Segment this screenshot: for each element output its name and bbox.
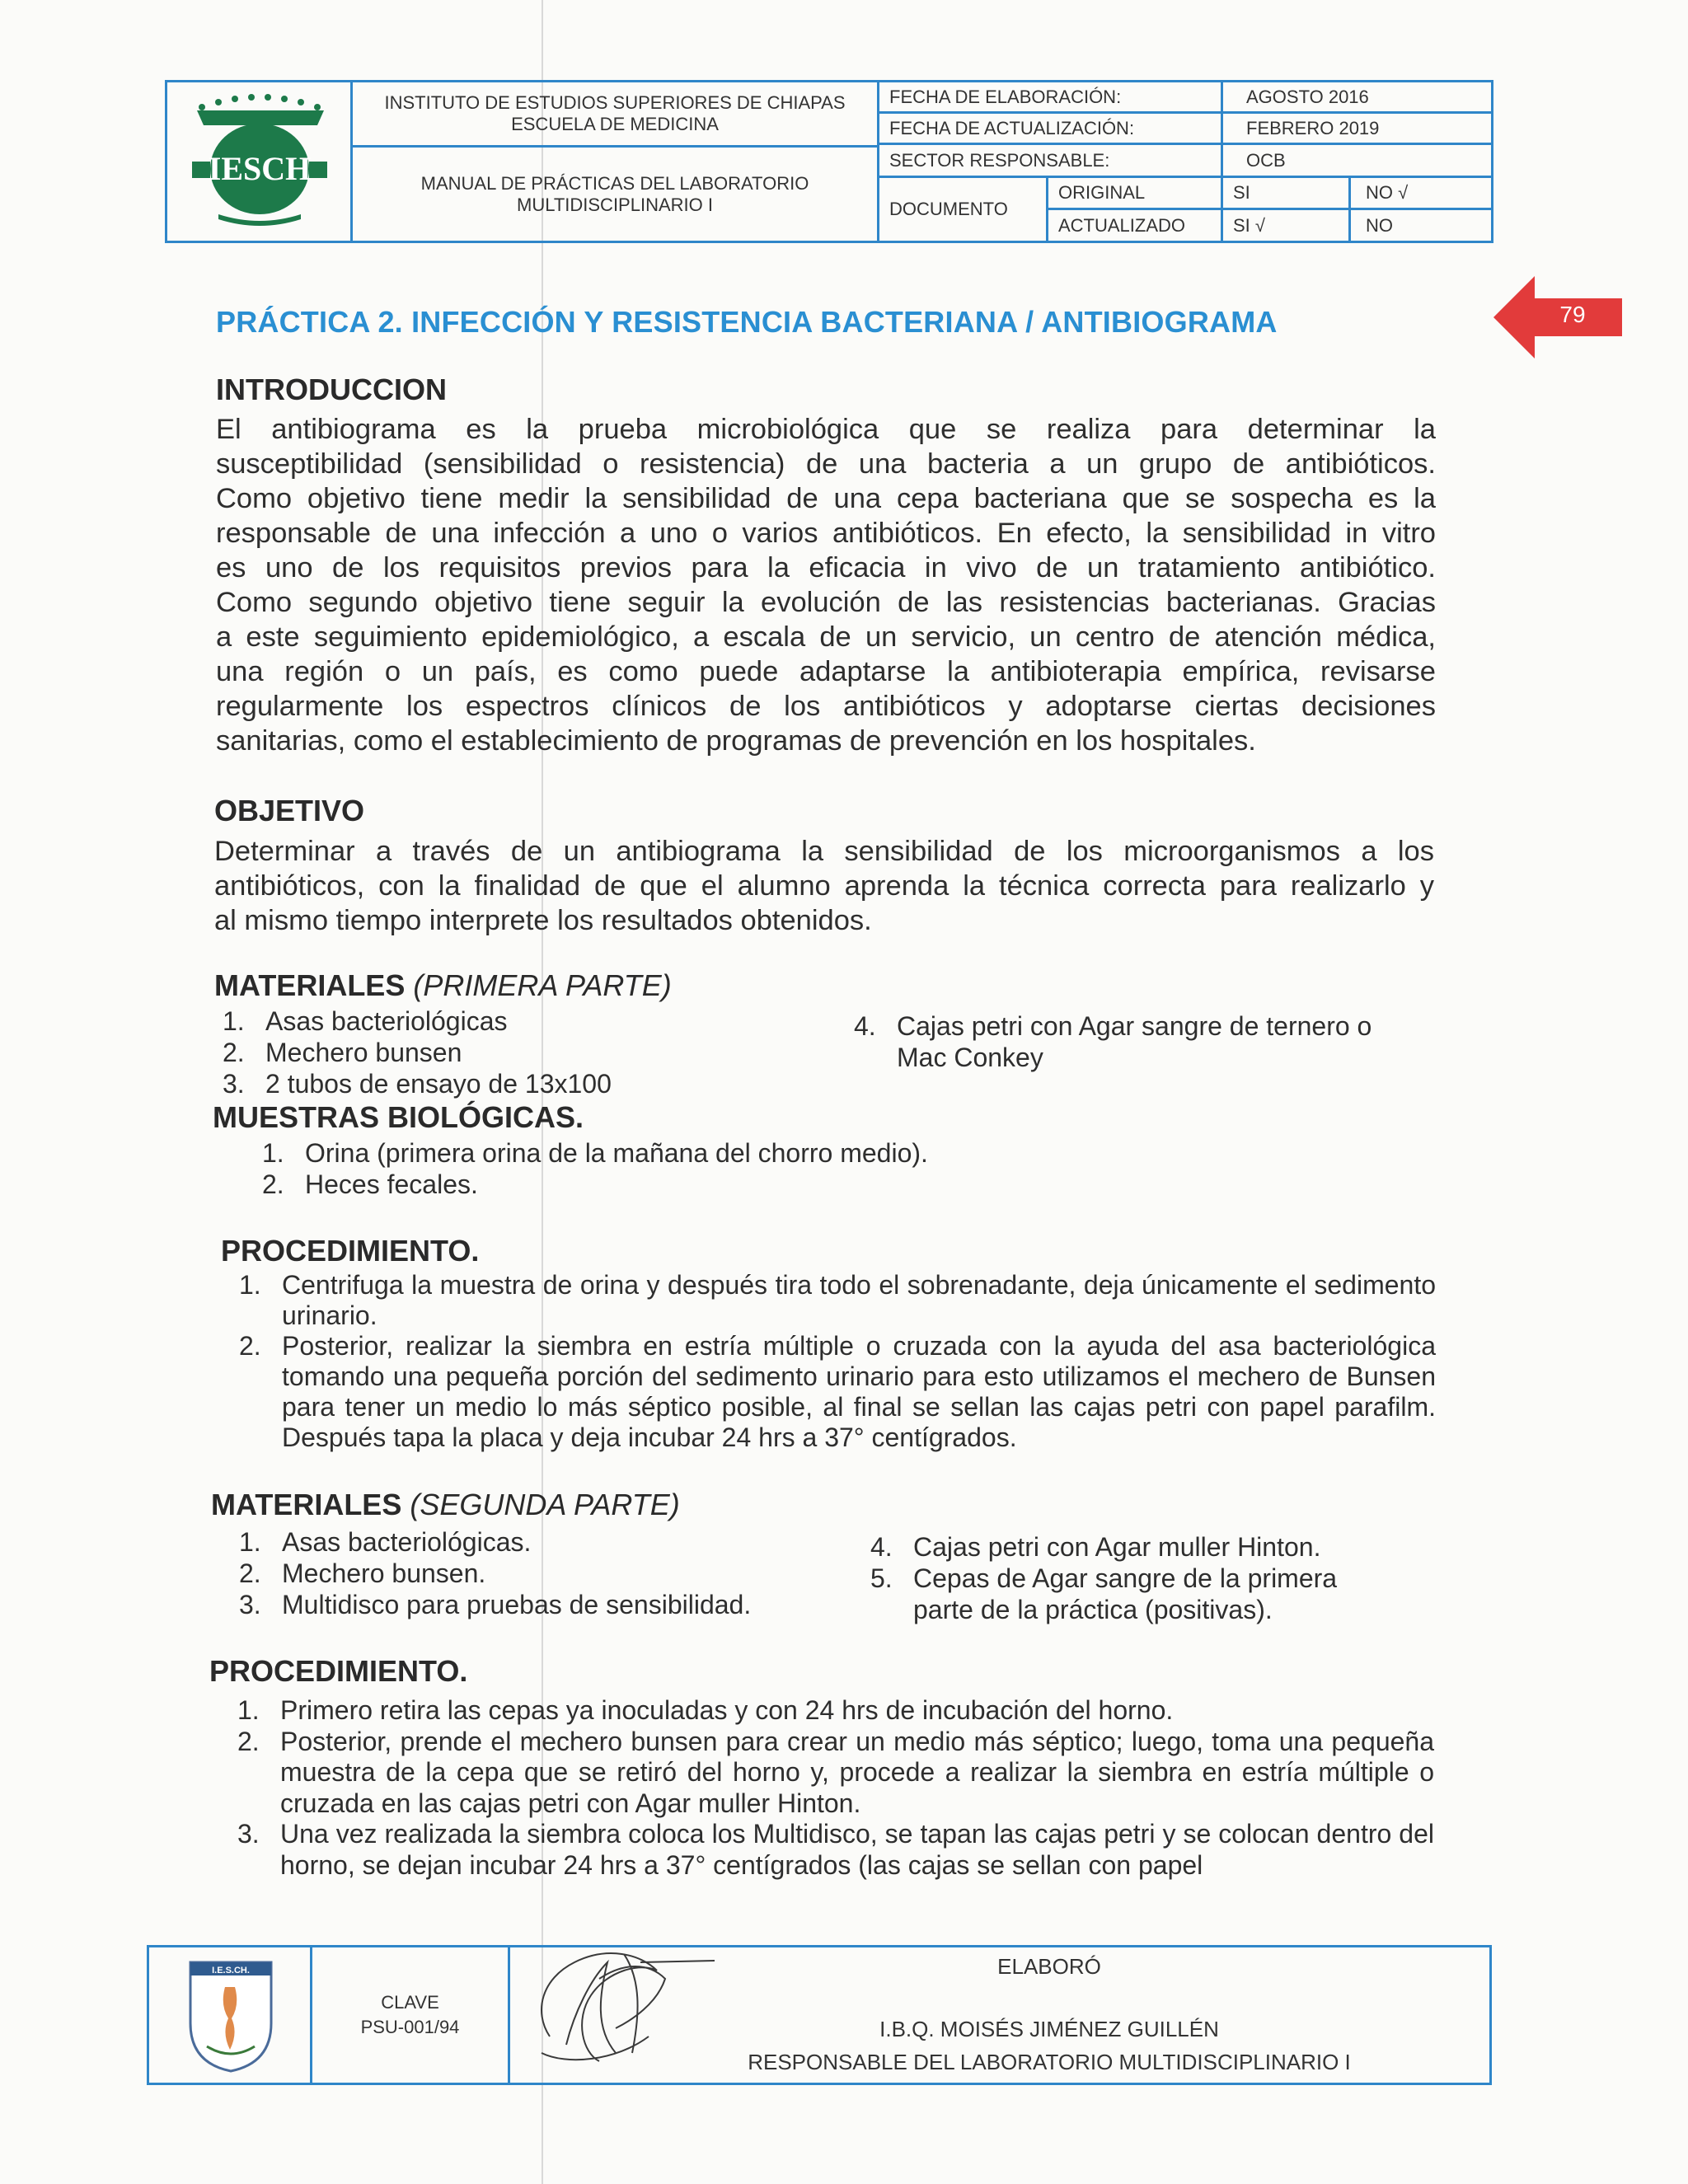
document-header xyxy=(165,80,1493,243)
intro-line: sanitarias, como el establecimiento de programas de prevención en los hospitales. xyxy=(216,725,1256,757)
list-item: 3. Una vez realizada la siembra coloca los Multidisco, se tapan las cajas petri y se colocan dentro del horno, se dejan incubar 24 hrs a 37° centígrados (las cajas se sellan con papel xyxy=(237,1819,1434,1880)
materiales2-right-list xyxy=(864,1531,1391,1625)
list-item: 1. Asas bacteriológicas. xyxy=(239,1527,532,1557)
institution-name: INSTITUTO DE ESTUDIOS SUPERIORES DE CHIAPAS xyxy=(384,92,846,113)
page-number: 79 xyxy=(1559,302,1586,327)
manual-cell xyxy=(350,145,879,243)
intro-line: una región o un país, es como puede adaptarse la antibioterapia empírica, revisarse xyxy=(216,656,1436,687)
seal-text: I.E.S.CH. xyxy=(212,1966,250,1975)
list-item: 1. Asas bacteriológicas xyxy=(223,1006,508,1036)
intro-line: Como objetivo tiene medir la sensibilidad de una cepa bacteriana que se sospecha es la xyxy=(216,483,1436,514)
list-item: 2. Heces fecales. xyxy=(262,1169,478,1199)
list-item: 3. 2 tubos de ensayo de 13x100 xyxy=(223,1069,612,1099)
materiales2-left-list xyxy=(232,1526,859,1620)
intro-paragraph xyxy=(216,412,1436,758)
objetivo-paragraph xyxy=(214,834,1434,938)
original-no: NO √ xyxy=(1348,176,1493,210)
clave-label: CLAVE xyxy=(381,1992,439,2013)
procedimiento2-heading: PROCEDIMIENTO. xyxy=(209,1654,468,1688)
fecha-actualizacion-value: FEBRERO 2019 xyxy=(1221,111,1493,145)
responsible-role: RESPONSABLE DEL LABORATORIO MULTIDISCIPLINARIO I xyxy=(748,2050,1351,2074)
school-seal xyxy=(149,1947,312,2083)
procedimiento2-list xyxy=(231,1695,1434,1881)
materiales1-right-list xyxy=(847,1010,1424,1073)
intro-line: regularmente los espectros clínicos de los antibióticos y adoptarse ciertas decisiones xyxy=(216,691,1436,722)
sector-label: SECTOR RESPONSABLE: xyxy=(877,143,1223,178)
list-item: 1. Centrifuga la muestra de orina y después tira todo el sobrenadante, deja únicamente el sedimento urinario. xyxy=(239,1270,1436,1330)
list-item: 2. Posterior, realizar la siembra en estría múltiple o cruzada con la ayuda del asa bacteriológica tomando una pequeña porción del sedimento urinario para esto utilizamos el mechero de Bunsen para tener un medio lo más séptico posible, al final se sellan las cajas petri con papel parafilm. Después tapa la placa y deja incubar 24 hrs a 37° centígrados. xyxy=(239,1331,1436,1452)
objetivo-line: al mismo tiempo interprete los resultados obtenidos. xyxy=(214,905,872,936)
list-item: 1. Orina (primera orina de la mañana del chorro medio). xyxy=(262,1138,928,1168)
intro-line: responsable de una infección a uno o varios antibióticos. En efecto, la sensibilidad in vitro xyxy=(216,518,1436,549)
intro-line: El antibiograma es la prueba microbiológica que se realiza para determinar la xyxy=(216,414,1436,445)
handwritten-signature xyxy=(517,1929,731,2069)
intro-line: es uno de los requisitos previos para la eficacia in vivo de un tratamiento antibiótico. xyxy=(216,552,1436,583)
original-label: ORIGINAL xyxy=(1046,176,1223,210)
institution-cell xyxy=(350,80,879,148)
intro-line: Como segundo objetivo tiene seguir la evolución de las resistencias bacterianas. Gracias xyxy=(216,587,1436,618)
iesch-logo xyxy=(167,82,353,241)
intro-line: a este seguimiento epidemiológico, a escala de un servicio, un centro de atención médica, xyxy=(216,621,1436,653)
logo-cell xyxy=(167,82,353,241)
fecha-elaboracion-label: FECHA DE ELABORACIÓN: xyxy=(877,80,1223,114)
actualizado-label: ACTUALIZADO xyxy=(1046,208,1223,243)
actualizado-no: NO xyxy=(1348,208,1493,243)
school-name: ESCUELA DE MEDICINA xyxy=(511,114,719,134)
muestras-list xyxy=(256,1137,1409,1200)
muestras-heading: MUESTRAS BIOLÓGICAS. xyxy=(213,1100,584,1134)
signature-cell xyxy=(510,1947,1489,2083)
objetivo-line: Determinar a través de un antibiograma la sensibilidad de los microorganismos a los xyxy=(214,836,1434,867)
sector-value: OCB xyxy=(1221,143,1493,178)
logo-text: IESCH xyxy=(208,150,312,187)
manual-title-line1: MANUAL DE PRÁCTICAS DEL LABORATORIO xyxy=(420,172,809,194)
objetivo-heading: OBJETIVO xyxy=(214,794,365,827)
intro-line: susceptibilidad (sensibilidad o resistencia) de una bacteria a un grupo de antibióticos. xyxy=(216,448,1436,480)
intro-heading: INTRODUCCION xyxy=(216,373,447,406)
materiales1-title: MATERIALES xyxy=(214,968,406,1002)
responsible-name: I.B.Q. MOISÉS JIMÉNEZ GUILLÉN xyxy=(879,2017,1219,2041)
manual-title-line2: MULTIDISCIPLINARIO I xyxy=(517,194,713,215)
clave-cell xyxy=(312,1947,510,2083)
procedimiento1-heading: PROCEDIMIENTO. xyxy=(221,1234,480,1268)
documento-label: DOCUMENTO xyxy=(877,176,1048,243)
list-item: 2. Posterior, prende el mechero bunsen para crear un medio más séptico; luego, toma una pequeña muestra de la cepa que se retiró del horno y, procede a realizar la siembra en estría múltiple o cruzada en las cajas petri con Agar muller Hinton. xyxy=(237,1726,1434,1818)
document-footer xyxy=(147,1945,1492,2085)
procedimiento1-list xyxy=(232,1270,1436,1453)
elaboro-label: ELABORÓ xyxy=(997,1954,1101,1979)
materiales2-subtitle: (SEGUNDA PARTE) xyxy=(410,1488,680,1521)
materiales2-heading xyxy=(211,1488,680,1522)
list-item: 3. Multidisco para pruebas de sensibilidad. xyxy=(239,1590,752,1619)
seal-cell xyxy=(149,1947,312,2083)
actualizado-si: SI √ xyxy=(1221,208,1351,243)
list-item: 5. Cepas de Agar sangre de la primera parte de la práctica (positivas). xyxy=(870,1563,1338,1624)
list-item: 2. Mechero bunsen. xyxy=(239,1558,486,1588)
list-item: 2. Mechero bunsen xyxy=(223,1038,462,1067)
page-number-tab xyxy=(1493,272,1622,363)
list-item: 4. Cajas petri con Agar sangre de ternero o Mac Conkey xyxy=(854,1011,1372,1072)
materiales1-left-list xyxy=(216,1005,809,1099)
objetivo-line: antibióticos, con la finalidad de que el alumno aprenda la técnica correcta para realizarlo y xyxy=(214,870,1434,902)
fecha-actualizacion-label: FECHA DE ACTUALIZACIÓN: xyxy=(877,111,1223,145)
materiales1-heading xyxy=(214,968,672,1003)
list-item: 1. Primero retira las cepas ya inoculadas y con 24 hrs de incubación del horno. xyxy=(237,1695,1174,1725)
list-item: 4. Cajas petri con Agar muller Hinton. xyxy=(870,1532,1321,1562)
materiales1-subtitle: (PRIMERA PARTE) xyxy=(413,968,672,1002)
materiales2-title: MATERIALES xyxy=(211,1488,402,1521)
original-si: SI xyxy=(1221,176,1351,210)
clave-value: PSU-001/94 xyxy=(360,2017,460,2037)
practice-title: PRÁCTICA 2. INFECCIÓN Y RESISTENCIA BACTERIANA / ANTIBIOGRAMA xyxy=(216,305,1278,339)
fecha-elaboracion-value: AGOSTO 2016 xyxy=(1221,80,1493,114)
